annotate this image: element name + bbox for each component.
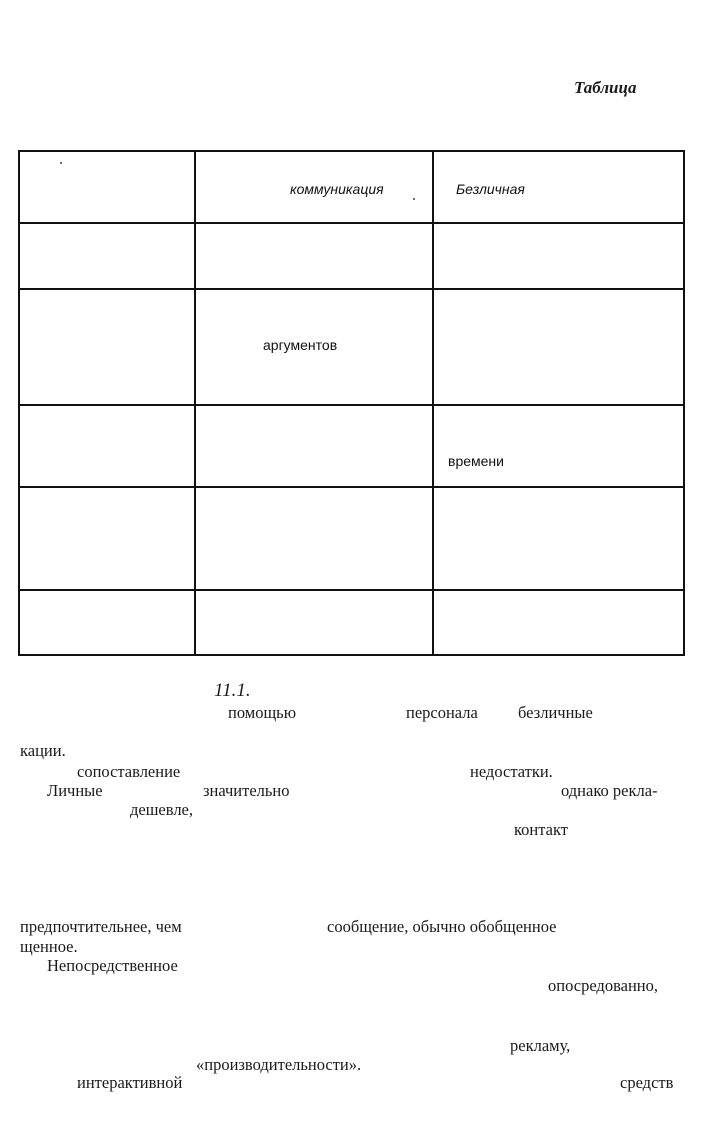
text-fragment: дешевле, bbox=[130, 800, 194, 819]
text-fragment: недостатки. bbox=[470, 762, 553, 781]
table-heading: Таблица bbox=[574, 78, 637, 97]
text-fragment: средств bbox=[620, 1073, 674, 1092]
text-fragment: предпочтительнее, чем bbox=[20, 917, 182, 936]
table-row-divider bbox=[20, 486, 683, 488]
text-fragment: «производительности». bbox=[196, 1055, 362, 1074]
table-column-divider bbox=[194, 152, 196, 654]
table-row-divider bbox=[20, 222, 683, 224]
text-fragment: рекламу, bbox=[510, 1036, 571, 1055]
text-fragment: безличные bbox=[518, 703, 593, 722]
comparison-table bbox=[18, 150, 685, 656]
scan-speck bbox=[60, 162, 62, 164]
table-column-divider bbox=[432, 152, 434, 654]
text-fragment: кации. bbox=[20, 741, 66, 760]
table-row-divider bbox=[20, 288, 683, 290]
text-fragment: сопоставление bbox=[77, 762, 181, 781]
text-fragment: Непосредственное bbox=[47, 956, 178, 975]
text-fragment: Личные bbox=[47, 781, 103, 800]
table-cell-arguments: аргументов bbox=[263, 337, 338, 353]
text-fragment: щенное. bbox=[20, 937, 78, 956]
text-fragment: опосредованно, bbox=[548, 976, 658, 995]
figure-caption: 11.1. bbox=[214, 680, 251, 701]
header-cell-impersonal: Безличная bbox=[456, 181, 525, 197]
text-fragment: контакт bbox=[514, 820, 569, 839]
text-fragment: сообщение, обычно обобщенное bbox=[327, 917, 557, 936]
text-fragment: персонала bbox=[406, 703, 478, 722]
text-fragment: помощью bbox=[228, 703, 297, 722]
table-cell-time: времени bbox=[448, 453, 504, 469]
text-fragment: значительно bbox=[203, 781, 290, 800]
scan-speck bbox=[413, 198, 415, 200]
table-row-divider bbox=[20, 404, 683, 406]
table-row-divider bbox=[20, 589, 683, 591]
text-fragment: интерактивной bbox=[77, 1073, 183, 1092]
header-cell-communication: коммуникация bbox=[290, 181, 384, 197]
text-fragment: однако рекла- bbox=[561, 781, 658, 800]
